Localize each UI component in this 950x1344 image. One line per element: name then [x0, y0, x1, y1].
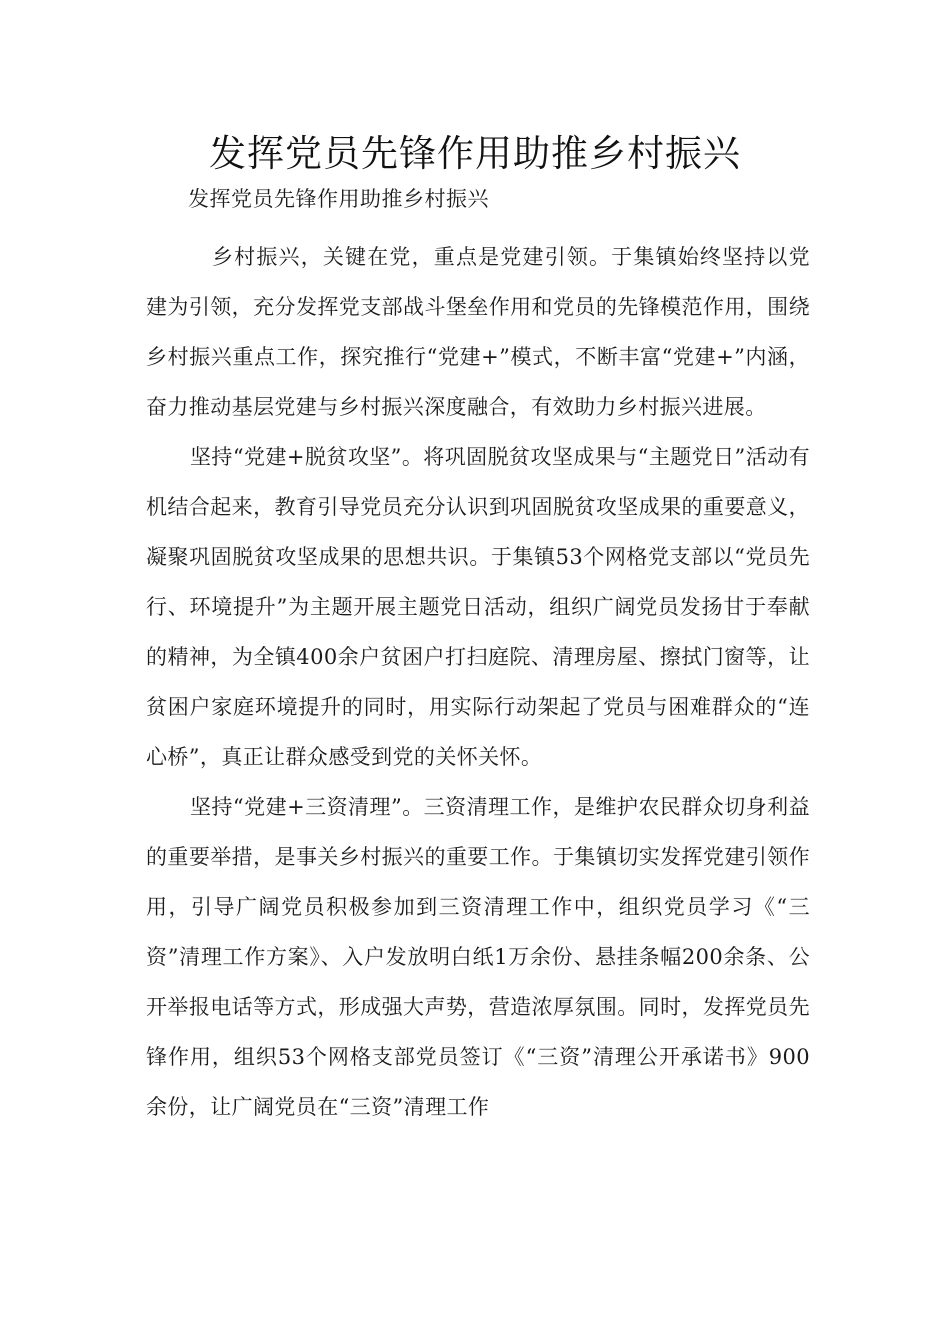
paragraph-poverty-alleviation: 坚持“党建+脱贫攻坚”。将巩固脱贫攻坚成果与“主题党日”活动有机结合起来，教育引导党员充分认识到巩固脱贫攻坚成果的重要意义，凝聚巩固脱贫攻坚成果的思想共识。于集镇53个网格党支部以“党员先行、环境提升”为主题开展主题党日活动，组织广阔党员发扬甘于奉献的精神，为全镇400余户贫困户打扫庭院、清理房屋、擦拭门窗等，让贫困户家庭环境提升的同时，用实际行动架起了党员与困难群众的“连心桥”，真正让群众感受到党的关怀关怀。 [146, 445, 810, 769]
document-subtitle: 发挥党员先锋作用助推乡村振兴 [188, 187, 489, 211]
document-body [146, 232, 810, 1132]
paragraph-intro: 乡村振兴，关键在党，重点是党建引领。于集镇始终坚持以党建为引领，充分发挥党支部战斗堡垒作用和党员的先锋模范作用，围绕乡村振兴重点工作，探究推行“党建+”模式，不断丰富“党建+”内涵，奋力推动基层党建与乡村振兴深度融合，有效助力乡村振兴进展。 [146, 245, 810, 419]
paragraph-three-assets-cleanup: 坚持“党建+三资清理”。三资清理工作，是维护农民群众切身利益的重要举措，是事关乡村振兴的重要工作。于集镇切实发挥党建引领作用，引导广阔党员积极参加到三资清理工作中，组织党员学习《“三资”清理工作方案》、入户发放明白纸1万余份、悬挂条幅200余条、公开举报电话等方式，形成强大声势，营造浓厚氛围。同时，发挥党员先锋作用，组织53个网格支部党员签订《“三资”清理公开承诺书》900余份，让广阔党员在“三资”清理工作 [146, 795, 810, 1119]
document-title: 发挥党员先锋作用助推乡村振兴 [209, 132, 741, 175]
